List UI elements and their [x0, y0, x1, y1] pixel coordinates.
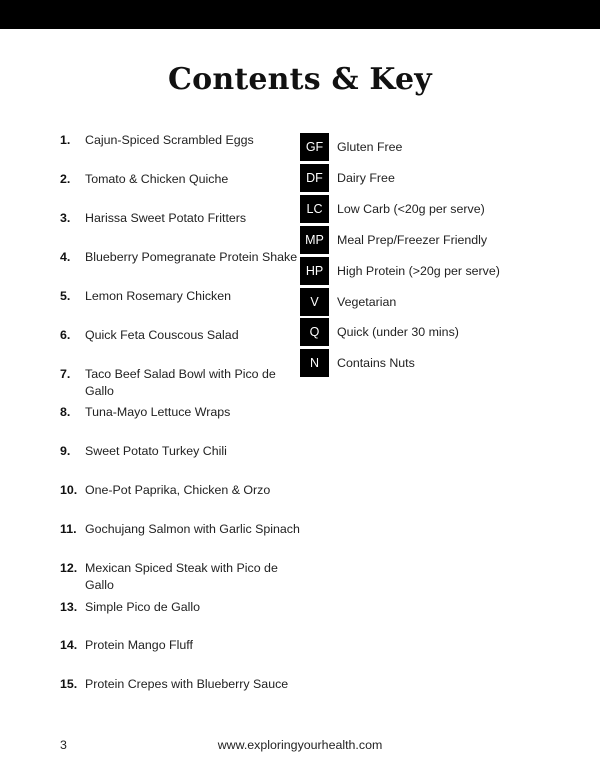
- key-label: Quick (under 30 mins): [337, 325, 459, 339]
- key-item-hp: [300, 257, 500, 285]
- contents-item-6[interactable]: [60, 327, 300, 344]
- item-title: Tomato & Chicken Quiche: [85, 172, 229, 186]
- item-title: Sweet Potato Turkey Chili: [85, 444, 227, 458]
- item-title: One-Pot Paprika, Chicken & Orzo: [85, 483, 271, 497]
- item-number: 8.: [60, 405, 71, 419]
- key-item-q: [300, 318, 459, 346]
- contents-item-15[interactable]: [60, 676, 300, 693]
- key-label: Dairy Free: [337, 171, 395, 185]
- contents-item-3[interactable]: [60, 210, 300, 227]
- item-number: 5.: [60, 289, 71, 303]
- key-badge: GF: [300, 133, 329, 161]
- item-title: Protein Crepes with Blueberry Sauce: [85, 677, 289, 691]
- key-item-v: [300, 288, 396, 316]
- key-label: Gluten Free: [337, 140, 403, 154]
- key-badge: HP: [300, 257, 329, 285]
- item-number: 2.: [60, 172, 71, 186]
- item-title: Lemon Rosemary Chicken: [85, 289, 231, 303]
- contents-item-9[interactable]: [60, 443, 300, 460]
- item-number: 14.: [60, 638, 78, 652]
- contents-item-8[interactable]: [60, 404, 300, 421]
- key-item-lc: [300, 195, 485, 223]
- item-number: 6.: [60, 328, 71, 342]
- item-title: Mexican Spiced Steak with Pico de Gallo: [85, 561, 278, 592]
- footer-website-link[interactable]: www.exploringyourhealth.com: [217, 738, 383, 752]
- key-item-df: [300, 164, 395, 192]
- item-title: Gochujang Salmon with Garlic Spinach: [85, 522, 300, 536]
- item-title: Tuna-Mayo Lettuce Wraps: [85, 405, 231, 419]
- top-black-bar: [0, 0, 600, 29]
- key-label: Vegetarian: [337, 295, 397, 309]
- contents-item-7[interactable]: [60, 366, 300, 399]
- item-title: Simple Pico de Gallo: [85, 600, 201, 614]
- item-title: Quick Feta Couscous Salad: [85, 328, 239, 342]
- item-number: 15.: [60, 677, 78, 691]
- contents-item-5[interactable]: [60, 288, 300, 305]
- contents-item-4[interactable]: [60, 249, 300, 266]
- page-title: Contents & Key: [168, 62, 432, 97]
- key-badge: N: [300, 349, 329, 377]
- item-title: Harissa Sweet Potato Fritters: [85, 211, 247, 225]
- item-number: 9.: [60, 444, 71, 458]
- key-label: Contains Nuts: [337, 356, 415, 370]
- contents-item-1[interactable]: [60, 132, 300, 149]
- item-title: Blueberry Pomegranate Protein Shake: [85, 250, 298, 264]
- key-label: Meal Prep/Freezer Friendly: [337, 233, 488, 247]
- key-label: Low Carb (<20g per serve): [337, 202, 485, 216]
- key-badge: MP: [300, 226, 329, 254]
- contents-item-12[interactable]: [60, 560, 300, 593]
- page-number: 3: [60, 738, 67, 752]
- key-item-mp: [300, 226, 487, 254]
- item-number: 7.: [60, 367, 71, 381]
- key-item-gf: [300, 133, 402, 161]
- item-title: Cajun-Spiced Scrambled Eggs: [85, 133, 254, 147]
- key-label: High Protein (>20g per serve): [337, 264, 500, 278]
- item-number: 12.: [60, 561, 78, 575]
- item-number: 1.: [60, 133, 71, 147]
- contents-item-14[interactable]: [60, 637, 300, 654]
- contents-item-10[interactable]: [60, 482, 300, 499]
- contents-item-13[interactable]: [60, 599, 300, 616]
- item-number: 11.: [60, 522, 77, 536]
- item-number: 3.: [60, 211, 71, 225]
- key-item-n: [300, 349, 415, 377]
- item-number: 4.: [60, 250, 71, 264]
- item-title: Protein Mango Fluff: [85, 638, 193, 652]
- key-badge: V: [300, 288, 329, 316]
- item-number: 13.: [60, 600, 78, 614]
- key-badge: DF: [300, 164, 329, 192]
- key-badge: Q: [300, 318, 329, 346]
- contents-item-11[interactable]: [60, 521, 300, 538]
- item-title: Taco Beef Salad Bowl with Pico de Gallo: [85, 367, 276, 398]
- item-number: 10.: [60, 483, 78, 497]
- key-badge: LC: [300, 195, 329, 223]
- contents-item-2[interactable]: [60, 171, 300, 188]
